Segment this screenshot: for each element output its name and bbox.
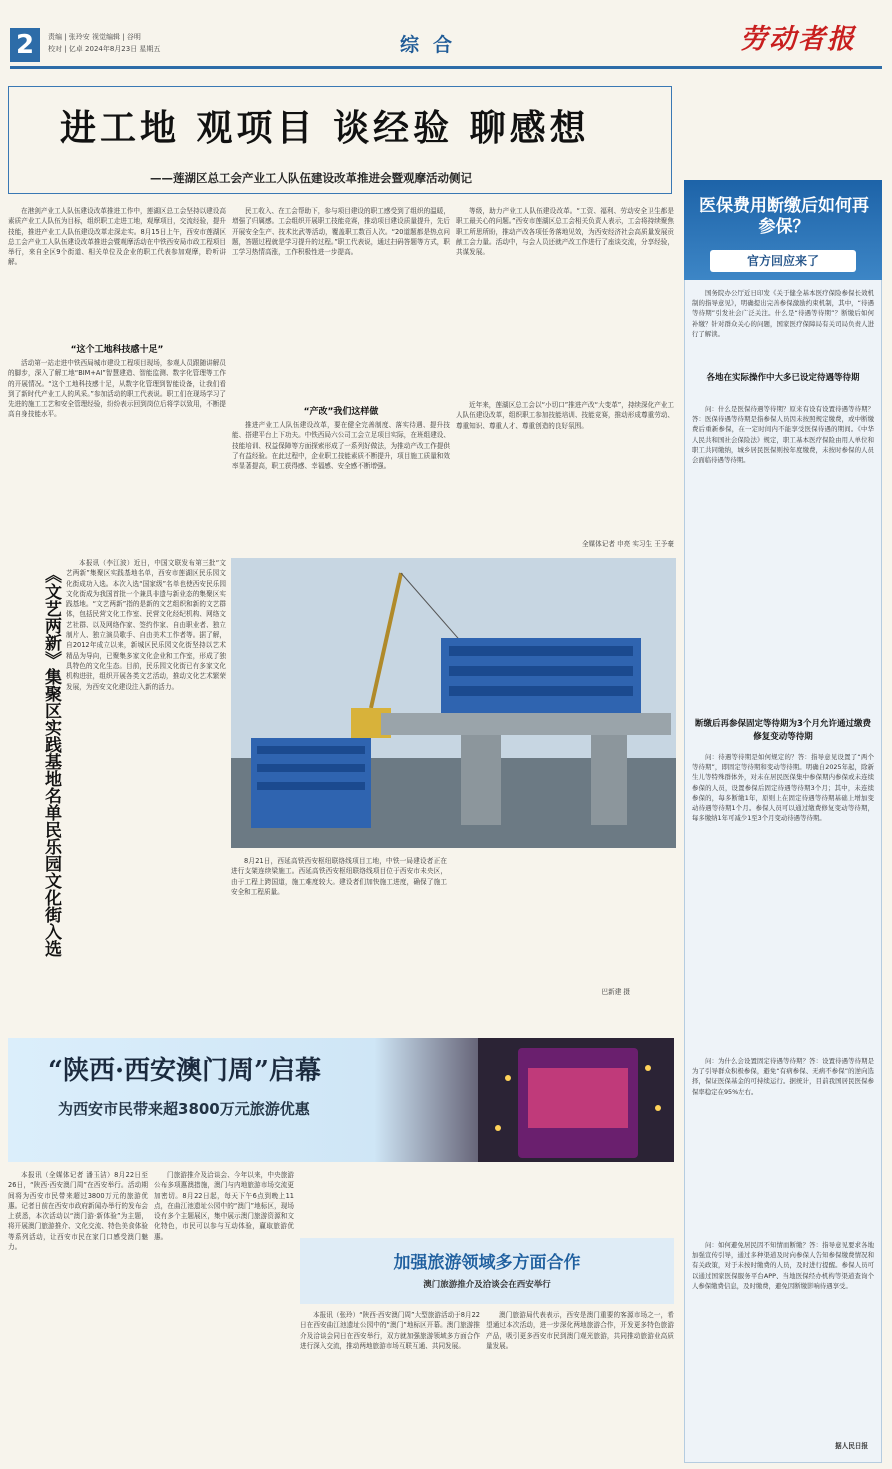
sidebar-title: 医保费用断缴后如何再参保？ [699, 196, 869, 237]
sidebar-subhead-1: 各地在实际操作中大多已设定待遇等待期 [706, 373, 860, 383]
lead-column-3: 等级，助力产业工人队伍建设改革。“工资、福利、劳动安全卫生都是职工最关心的问题。”西安市莲湖区总工会相关负责人表示，工会将持续聚焦职工所思所盼，推动产改各项任务落地见效，为西安经济社会高质量发展贡献工会力量。活动中，与会人员还就产改工作进行了座谈交流，分享经验，共谋发展。 [456, 207, 674, 257]
macao-column-1: 本报讯（全媒体记者 潘玉洁）8月22日至26日，“陕西·西安澳门周”在西安举行。活动期间将为西安市民带来超过3800万元的旅游优惠。记者日前在西安市政府新闻办举行的发布会上获悉，本次活动以“澳门游·新体验”为主题，将开展澳门旅游推介、文化交流、特色美食体验等系列活动，让西安市民在家门口感受澳门魅力。 [8, 1171, 148, 1252]
lead-byline: 全媒体记者 申亮 实习生 王予豪 [581, 540, 674, 548]
feature-body: 本报讯（李江波）近日，中国文联发布第三批“文艺两新”集聚区实践基地名单，西安市莲湖区民乐园文化街成功入选。本次入选“国家级”名单也使西安民乐园文化街成为我国首批一个兼具非遗与新业态的集聚区实践基地。“文艺两新”指的是新的文艺组织和新的文艺群体，包括民营文化工作室、民营文化经纪机构、网络文艺社群、以及网络作家、签约作家、自由职业者、独立制片人、独立演员歌手、自由美术工作者等。据了解，自2012年成立以来，新城区民乐园文化街坚持以艺术精品为导向，已聚集多家文化企业和工作室，形成了独具特色的文化生态。目前，民乐园文化街已有多家文化机构进驻，组织开展各类文艺活动，推动文化艺术繁荣发展，为西安文化建设注入新的活力。 [66, 559, 226, 691]
editor-line-2: 校对 | 亿卓 2024年8月23日 星期五 [48, 45, 161, 53]
lead-subhead-1: “这个工地科技感十足” [70, 345, 164, 355]
macao-subheadline: 为西安市民带来超3800万元旅游优惠 [58, 1100, 310, 1118]
photo-caption: 8月21日，西延高铁西安枢纽联络线项目工地，中铁一局建设者正在进行支架连续梁施工。西延高铁西安枢纽联络线项目位于西安市未央区，由于工程上跨国道，施工难度较大。建设者们加快施工进度，确保了施工安全和工程质量。 [231, 857, 447, 896]
lead-column-3b: 近年来，莲湖区总工会以“小切口”推进产改“大变革”，持续深化产业工人队伍建设改革，组织职工参加技能培训、技能竞赛，推动形成尊重劳动、尊重知识、尊重人才、尊重创造的良好氛围。 [456, 401, 674, 430]
header-rule [10, 66, 882, 69]
lead-column-1b: 活动第一站走进中铁西局城市建设工程项目现场，参观人员跟随讲解员的脚步，深入了解工地“BIM+AI”智慧建造、智能监测、数字化管理等工作的开展情况。“这个工地科技感十足，从数字化管理到智能设备，让我们看到了新时代产业工人的风采。”参加活动的职工代表说。职工们在现场学习了先进的施工工艺和安全管理经验，纷纷表示回到岗位后将学以致用，不断提高自身技能水平。 [8, 359, 226, 419]
lead-subhead-2: “产改”我们这样做 [303, 407, 379, 417]
sidebar-qa-3: 问：为什么会设置固定待遇等待期？答：设置待遇等待期是为了引导群众积极参保，避免“有病参保、无病不参保”的逆向选择，保证医保基金的可持续运行。据统计，目前我国居民医保参保率稳定在95%左右。 [692, 1057, 874, 1096]
feature-vertical-title: 《文艺两新》集聚区实践基地名单民乐园文化街入选 [41, 566, 61, 957]
sidebar-qa-1: 问：什么是医保待遇等待期？原来有设有设置待遇等待期？答：医保待遇等待期是指参保人员因未按照规定缴费，或中断缴费后重新参保，在一定时间内不能享受医保待遇的期间。《中华人民共和国社会保险法》规定，职工基本医疗保险由用人单位和职工共同缴纳，城乡居民医保则按年度缴费，未按时参保的人员会面临待遇等待期。 [692, 405, 874, 465]
lead-subheadline: ——莲湖区总工会产业工人队伍建设改革推进会暨观摩活动侧记 [150, 171, 472, 185]
construction-photo [231, 558, 676, 848]
logo-mark [740, 18, 880, 58]
lead-column-1: 在港剑产业工人队伍建设改革推进工作中，莲湖区总工会坚持以建设高素质产业工人队伍为目标，组织职工走进工地，观摩项目，交流经验，提升技能，推进产业工人队伍建设改革走深走实。8月15日上午，西安市莲湖区总工会产业工人队伍建设改革推进会暨观摩活动在中铁西安局市政工程项目举行，来自全区9个街道、相关单位及企业的职工代表参加观摩，聆听讲解。 [8, 207, 226, 267]
editor-line-1: 责编 | 张玲安 视觉编辑 | 谷明 [48, 33, 141, 41]
page-number: 2 [10, 28, 40, 62]
macao-column-4: 澳门旅游局代表表示，西安是澳门重要的客源市场之一，希望通过本次活动，进一步深化两地旅游合作，开发更多特色旅游产品，吸引更多西安市民到澳门观光旅游，共同推动旅游业高质量发展。 [486, 1311, 674, 1350]
macao-headline: “陕西·西安澳门周”启幕 [48, 1056, 321, 1086]
sidebar-qa-2: 问：待遇等待期是如何规定的？答：指导意见设置了“两个等待期”，即固定等待期和变动等待期。明确自2025年起，除新生儿等特殊群体外，对未在居民医保集中参保期内参保或未连续参保的人员，设置参保后固定待遇等待期3个月；其中，未连续参保的，每多断缴1年，原则上在固定待遇等待期基础上增加变动待遇等待期1个月。参保人员可以通过缴费修复变动等待期，每多缴纳1年可减少1至3个月变动待遇等待期。 [692, 753, 874, 823]
tourism-headline: 加强旅游领域多方面合作 [393, 1253, 581, 1273]
macao-column-2: 门旅游推介及洽谈会、今年以来，中央旅游公布多项惠澳措施，澳门与内地旅游市场交流更加密切。8月22日起，每天下午6点到晚上11点，在曲江池遗址公园中的“澳门”地标区，现场设有多个主题展区，集中展示澳门旅游资源和文化特色，市民可以参与互动体验，赢取旅游优惠。 [154, 1171, 294, 1241]
newspaper-logo [740, 18, 880, 65]
macao-column-3: 本报讯（张玲）“陕西·西安澳门周”大型旅游活动于8月22日在西安曲江池遗址公园中的“澳门”地标区开幕。澳门旅游推介及洽谈会同日在西安举行，双方就加强旅游领域多方面合作进行深入交流，推动两地旅游市场互联互通、共同发展。 [300, 1311, 480, 1350]
photo-credit: 巴新建 摄 [601, 988, 630, 996]
section-title: 综合 [400, 34, 467, 56]
sidebar-credit: 据人民日报 [835, 1442, 868, 1450]
sidebar-qa-4: 问：如何避免居民因不知情而断缴？答：指导意见要求各地加强宣传引导，通过多种渠道及时向参保人告知参保缴费情况和有关政策，对于未按时缴费的人员，及时进行提醒。参保人员可以通过国家医保服务平台APP、当地医保经办机构等渠道查询个人参保缴费信息，及时缴费，避免因断缴影响待遇享受。 [692, 1241, 874, 1290]
lead-column-2: 民工收入、在工会帮助下，参与项目建设的职工感受到了组织的温暖，增强了归属感。工会组织开展职工技能竞赛，推动项目建设质量提升，先后开展安全生产、技术比武等活动，覆盖职工数百人次。“20道题都是热点问题，答题过程就是学习提升的过程。”职工代表说，通过扫码答题等方式，职工学习热情高涨，工作积极性进一步提高。 [232, 207, 450, 257]
tourism-subheadline: 澳门旅游推介及洽谈会在西安举行 [423, 1280, 551, 1290]
lead-headline: 进工地 观项目 谈经验 聊感想 [60, 107, 590, 149]
sidebar-subhead-2: 断缴后再参保固定等待期为3个月允许通过缴费修复变动等待期 [695, 719, 871, 742]
construction-photo-art [231, 558, 676, 848]
sidebar-intro: 国务院办公厅近日印发《关于健全基本医疗保险参保长效机制的指导意见》，明确提出完善参保激励约束机制，其中，“待遇等待期”引发社会广泛关注。什么是“待遇等待期”？断缴后如何补缴？针对群众关心的问题，国家医疗保障局有关司局负责人进行了解读。 [692, 289, 874, 338]
sidebar-reply-badge: 官方回应来了 [710, 250, 856, 272]
svg-text:劳动者报: 劳动者报 [740, 24, 856, 55]
lead-column-2b: 推进产业工人队伍建设改革，要在健全完善制度、落实待遇、提升技能、搭建平台上下功夫。中铁西局六公司工会立足项目实际，在班组建设、技能培训、权益保障等方面探索形成了一系列好做法，为推动产改工作提供了有益经验。在此过程中，企业职工技能素质不断提升，项目施工质量和效率显著提高，职工获得感、幸福感、安全感不断增强。 [232, 421, 450, 471]
